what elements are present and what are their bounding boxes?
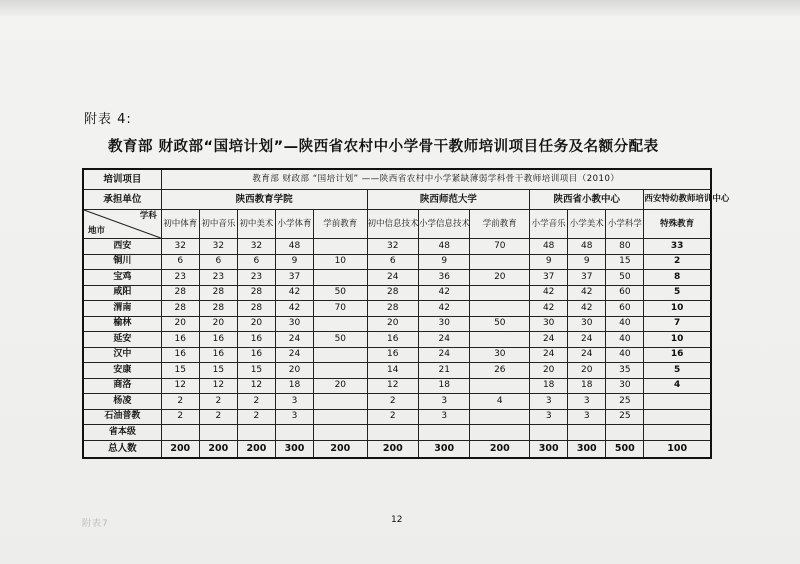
quota-cell: 16 — [237, 332, 275, 348]
quota-cell: 15 — [237, 363, 275, 379]
city-cell: 汉中 — [83, 347, 161, 363]
quota-cell: 32 — [199, 239, 237, 255]
quota-cell: 18 — [275, 378, 313, 394]
city-cell: 杨凌 — [83, 394, 161, 410]
subject-header: 学前教育 — [470, 210, 530, 239]
quota-cell: 2 — [367, 394, 418, 410]
scan-shadow — [0, 0, 800, 16]
quota-cell: 40 — [606, 332, 644, 348]
quota-cell: 24 — [367, 270, 418, 286]
quota-cell — [314, 239, 368, 255]
table-row — [83, 316, 711, 332]
quota-cell: 9 — [275, 254, 313, 270]
quota-cell: 50 — [606, 270, 644, 286]
quota-cell: 18 — [419, 378, 470, 394]
subject-header: 学前教育 — [314, 210, 368, 239]
quota-cell — [606, 425, 644, 441]
quota-cell — [530, 425, 568, 441]
quota-cell — [237, 425, 275, 441]
quota-cell — [419, 425, 470, 441]
quota-cell: 32 — [161, 239, 199, 255]
quota-cell: 2 — [237, 409, 275, 425]
quota-cell: 20 — [367, 316, 418, 332]
quota-cell: 10 — [314, 254, 368, 270]
quota-cell: 200 — [314, 440, 368, 458]
quota-cell: 24 — [568, 347, 606, 363]
quota-cell: 23 — [161, 270, 199, 286]
quota-cell: 24 — [419, 347, 470, 363]
quota-cell: 3 — [275, 409, 313, 425]
unit-shaanxi-normal-university: 陕西师范大学 — [367, 190, 530, 210]
table-row — [83, 347, 711, 363]
quota-cell: 5 — [644, 363, 711, 379]
quota-cell — [314, 394, 368, 410]
quota-cell: 200 — [161, 440, 199, 458]
quota-cell: 15 — [199, 363, 237, 379]
table-row — [83, 394, 711, 410]
unit-shaanxi-education-college: 陕西教育学院 — [161, 190, 367, 210]
city-cell: 总人数 — [83, 440, 161, 458]
quota-cell: 37 — [530, 270, 568, 286]
quota-cell: 3 — [568, 409, 606, 425]
quota-cell: 2 — [161, 409, 199, 425]
quota-cell: 28 — [237, 285, 275, 301]
quota-cell: 15 — [606, 254, 644, 270]
quota-cell: 28 — [199, 285, 237, 301]
page-number: 12 — [391, 515, 403, 525]
quota-cell: 2 — [237, 394, 275, 410]
table-row — [83, 378, 711, 394]
quota-cell: 2 — [161, 394, 199, 410]
quota-cell: 6 — [367, 254, 418, 270]
subject-header: 初中信息技术 — [367, 210, 418, 239]
quota-cell: 30 — [606, 378, 644, 394]
quota-cell: 28 — [367, 285, 418, 301]
quota-cell: 18 — [530, 378, 568, 394]
quota-cell: 21 — [419, 363, 470, 379]
quota-cell: 4 — [470, 394, 530, 410]
quota-cell: 42 — [530, 285, 568, 301]
quota-cell: 42 — [568, 301, 606, 317]
unit-primary-education-center: 陕西省小教中心 — [530, 190, 644, 210]
quota-cell: 37 — [275, 270, 313, 286]
city-cell: 铜川 — [83, 254, 161, 270]
table-row — [83, 409, 711, 425]
quota-cell: 12 — [367, 378, 418, 394]
quota-cell: 2 — [644, 254, 711, 270]
quota-cell: 28 — [161, 301, 199, 317]
quota-cell — [367, 425, 418, 441]
quota-cell: 8 — [644, 270, 711, 286]
quota-cell: 16 — [644, 347, 711, 363]
city-cell: 咸阳 — [83, 285, 161, 301]
quota-cell: 28 — [237, 301, 275, 317]
quota-cell: 20 — [161, 316, 199, 332]
quota-cell: 9 — [419, 254, 470, 270]
quota-cell: 3 — [530, 394, 568, 410]
quota-cell — [470, 301, 530, 317]
quota-cell: 20 — [275, 363, 313, 379]
quota-cell — [314, 347, 368, 363]
quota-cell — [470, 254, 530, 270]
quota-cell: 30 — [470, 347, 530, 363]
quota-cell: 16 — [367, 332, 418, 348]
quota-cell — [314, 316, 368, 332]
quota-cell: 12 — [161, 378, 199, 394]
diagonal-subject-label: 学科 — [139, 211, 157, 221]
quota-cell: 16 — [199, 347, 237, 363]
quota-cell — [644, 394, 711, 410]
quota-cell: 30 — [530, 316, 568, 332]
quota-cell — [275, 425, 313, 441]
allocation-table — [82, 168, 730, 459]
quota-cell: 24 — [275, 347, 313, 363]
quota-cell: 40 — [606, 347, 644, 363]
table-row — [83, 270, 711, 286]
city-cell: 榆林 — [83, 316, 161, 332]
quota-cell: 300 — [568, 440, 606, 458]
quota-cell: 2 — [199, 394, 237, 410]
quota-cell: 20 — [199, 316, 237, 332]
quota-cell: 20 — [237, 316, 275, 332]
table-row — [83, 254, 711, 270]
quota-cell: 24 — [568, 332, 606, 348]
quota-cell — [644, 409, 711, 425]
quota-cell: 9 — [530, 254, 568, 270]
quota-cell: 18 — [568, 378, 606, 394]
quota-cell: 12 — [199, 378, 237, 394]
quota-cell — [161, 425, 199, 441]
subject-header: 特殊教育 — [644, 210, 711, 239]
quota-cell: 3 — [568, 394, 606, 410]
quota-cell: 3 — [275, 394, 313, 410]
quota-cell: 300 — [419, 440, 470, 458]
quota-cell: 5 — [644, 285, 711, 301]
subject-header: 小学信息技术 — [419, 210, 470, 239]
quota-cell: 70 — [470, 239, 530, 255]
quota-cell: 33 — [644, 239, 711, 255]
quota-cell: 9 — [568, 254, 606, 270]
table-row — [83, 301, 711, 317]
quota-cell: 48 — [419, 239, 470, 255]
city-cell: 西安 — [83, 239, 161, 255]
quota-cell: 80 — [606, 239, 644, 255]
quota-cell: 70 — [314, 301, 368, 317]
subject-header: 初中音乐 — [199, 210, 237, 239]
quota-cell: 24 — [275, 332, 313, 348]
subject-header: 小学音乐 — [530, 210, 568, 239]
subject-header: 小学科学 — [606, 210, 644, 239]
table-row — [83, 425, 711, 441]
quota-cell: 28 — [199, 301, 237, 317]
quota-cell: 3 — [419, 394, 470, 410]
quota-cell: 42 — [275, 285, 313, 301]
quota-cell: 4 — [644, 378, 711, 394]
quota-cell: 26 — [470, 363, 530, 379]
unit-label: 承担单位 — [83, 190, 161, 210]
quota-cell: 30 — [275, 316, 313, 332]
quota-cell: 6 — [199, 254, 237, 270]
quota-cell: 50 — [314, 332, 368, 348]
quota-cell: 28 — [367, 301, 418, 317]
quota-cell: 24 — [530, 332, 568, 348]
quota-cell: 42 — [419, 301, 470, 317]
quota-cell: 48 — [568, 239, 606, 255]
quota-cell — [199, 425, 237, 441]
quota-cell — [314, 425, 368, 441]
quota-cell: 200 — [470, 440, 530, 458]
quota-cell: 23 — [237, 270, 275, 286]
quota-cell — [470, 378, 530, 394]
subject-header: 初中体育 — [161, 210, 199, 239]
quota-cell — [644, 425, 711, 441]
quota-cell: 30 — [568, 316, 606, 332]
city-cell: 省本级 — [83, 425, 161, 441]
city-cell: 宝鸡 — [83, 270, 161, 286]
quota-cell: 15 — [161, 363, 199, 379]
document-title: 教育部 财政部“国培计划”—陕西省农村中小学骨干教师培训项目任务及名额分配表 — [108, 139, 659, 155]
quota-cell: 16 — [161, 332, 199, 348]
quota-cell: 16 — [161, 347, 199, 363]
quota-cell: 200 — [367, 440, 418, 458]
quota-cell: 200 — [199, 440, 237, 458]
quota-cell: 50 — [470, 316, 530, 332]
quota-cell: 16 — [237, 347, 275, 363]
quota-cell: 300 — [275, 440, 313, 458]
diagonal-header-cell — [83, 210, 161, 239]
quota-cell: 42 — [419, 285, 470, 301]
quota-cell — [470, 425, 530, 441]
quota-cell: 24 — [419, 332, 470, 348]
quota-cell: 36 — [419, 270, 470, 286]
quota-cell: 200 — [237, 440, 275, 458]
quota-cell: 48 — [275, 239, 313, 255]
quota-cell: 16 — [199, 332, 237, 348]
quota-cell: 7 — [644, 316, 711, 332]
city-cell: 石油普教 — [83, 409, 161, 425]
quota-cell — [470, 332, 530, 348]
quota-cell: 10 — [644, 332, 711, 348]
quota-cell: 20 — [530, 363, 568, 379]
subject-header: 小学美术 — [568, 210, 606, 239]
quota-cell: 300 — [530, 440, 568, 458]
quota-cell: 20 — [470, 270, 530, 286]
quota-cell: 40 — [606, 316, 644, 332]
table-row — [83, 363, 711, 379]
quota-cell: 30 — [419, 316, 470, 332]
subject-header: 初中美术 — [237, 210, 275, 239]
unit-xian-special-preschool-center: 西安特幼教师培训中心 — [644, 190, 711, 210]
quota-cell: 48 — [530, 239, 568, 255]
quota-cell: 3 — [419, 409, 470, 425]
table-row — [83, 285, 711, 301]
quota-cell: 37 — [568, 270, 606, 286]
quota-cell: 23 — [199, 270, 237, 286]
quota-cell: 25 — [606, 394, 644, 410]
quota-cell: 60 — [606, 285, 644, 301]
quota-cell: 50 — [314, 285, 368, 301]
city-cell: 渭南 — [83, 301, 161, 317]
project-name: 教育部 财政部 “国培计划” ——陕西省农村中小学紧缺薄弱学科骨干教师培训项目（2010） — [161, 169, 711, 190]
city-cell: 延安 — [83, 332, 161, 348]
quota-cell — [470, 285, 530, 301]
quota-cell: 20 — [314, 378, 368, 394]
quota-cell — [470, 409, 530, 425]
quota-cell: 42 — [568, 285, 606, 301]
quota-cell — [314, 409, 368, 425]
quota-cell: 35 — [606, 363, 644, 379]
quota-cell: 100 — [644, 440, 711, 458]
quota-cell: 12 — [237, 378, 275, 394]
quota-cell — [314, 270, 368, 286]
quota-cell — [568, 425, 606, 441]
quota-cell: 42 — [530, 301, 568, 317]
table-row — [83, 332, 711, 348]
quota-cell: 2 — [199, 409, 237, 425]
quota-cell: 60 — [606, 301, 644, 317]
quota-cell: 500 — [606, 440, 644, 458]
quota-cell: 6 — [161, 254, 199, 270]
project-label: 培训项目 — [83, 169, 161, 190]
quota-cell: 20 — [568, 363, 606, 379]
total-row — [83, 440, 711, 458]
quota-cell: 25 — [606, 409, 644, 425]
table-row — [83, 239, 711, 255]
quota-cell: 42 — [275, 301, 313, 317]
quota-cell: 10 — [644, 301, 711, 317]
subject-header: 小学体育 — [275, 210, 313, 239]
quota-cell: 16 — [367, 347, 418, 363]
quota-cell: 14 — [367, 363, 418, 379]
city-cell: 安康 — [83, 363, 161, 379]
quota-cell: 32 — [367, 239, 418, 255]
city-cell: 商洛 — [83, 378, 161, 394]
bleed-through-text: 附表7 — [82, 519, 109, 529]
quota-cell: 6 — [237, 254, 275, 270]
quota-cell: 3 — [530, 409, 568, 425]
quota-cell: 32 — [237, 239, 275, 255]
quota-cell — [314, 363, 368, 379]
quota-cell: 28 — [161, 285, 199, 301]
quota-cell: 2 — [367, 409, 418, 425]
annex-label: 附表 4: — [84, 112, 132, 127]
diagonal-city-label: 地市 — [88, 226, 106, 237]
quota-cell: 24 — [530, 347, 568, 363]
